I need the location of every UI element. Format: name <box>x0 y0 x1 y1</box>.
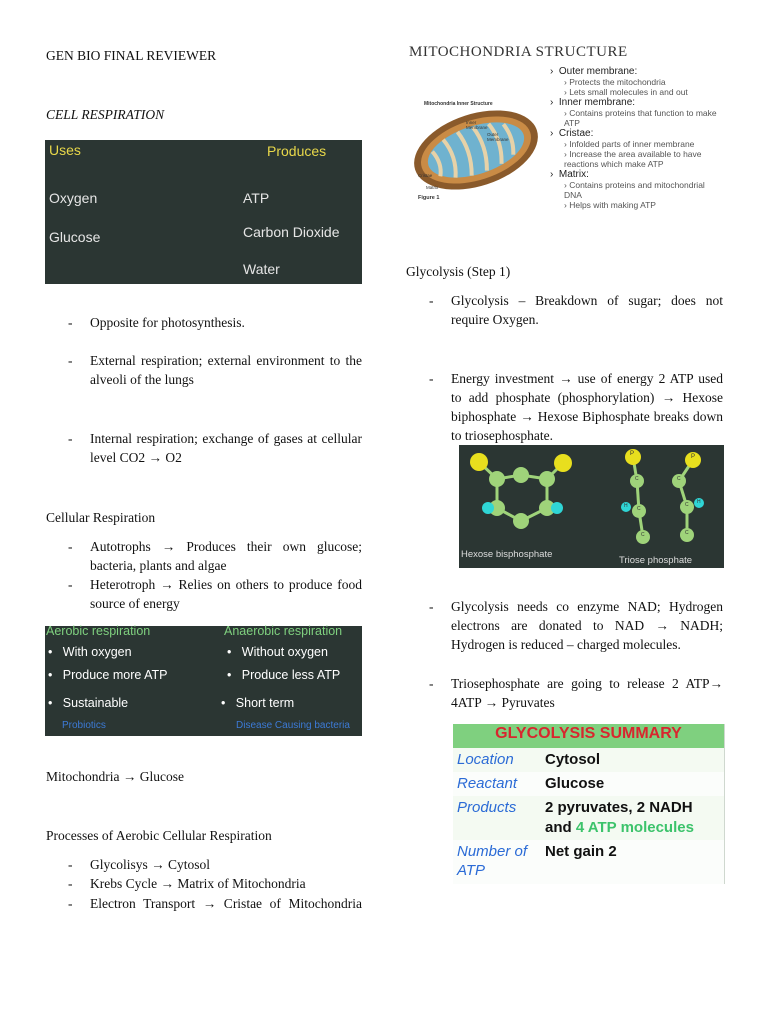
molecules-board <box>459 445 724 568</box>
mito-part: › Outer membrane: <box>550 66 638 77</box>
summary-key: Location <box>457 751 514 768</box>
produces-item: Carbon Dioxide <box>243 224 340 240</box>
uses-produces-board <box>45 140 362 284</box>
figure-caption: Figure 1 <box>418 195 440 201</box>
mitochondria-glucose-line: Mitochondria → Glucose <box>46 769 184 784</box>
triose-label: Triose phosphate <box>619 555 693 566</box>
produces-item: Water <box>243 261 280 277</box>
processes-heading: Processes of Aerobic Cellular Respiration <box>46 828 272 843</box>
atom-label: H <box>697 499 701 505</box>
anaerobic-example: Disease Causing bacteria <box>236 720 350 731</box>
atom-label: C <box>635 476 639 482</box>
summary-key: Products <box>457 799 517 816</box>
anaerobic-item: • Without oxygen <box>227 645 328 659</box>
aerobic-item: • With oxygen <box>48 645 132 659</box>
aerobic-item: • Produce more ATP <box>48 668 168 682</box>
aerobic-anaerobic-board <box>45 626 362 736</box>
anaerobic-item: • Short term <box>221 696 295 710</box>
summary-title: GLYCOLYSIS SUMMARY <box>495 725 682 742</box>
figure-label: Cristae <box>418 173 433 178</box>
uses-item: Glucose <box>49 229 101 245</box>
summary-value: Net gain 2 <box>545 843 617 860</box>
atom-label: C <box>685 530 689 536</box>
figure-label: Inner Membrane <box>466 120 488 130</box>
mitochondrion-illustration <box>406 98 546 208</box>
mito-title: MITOCHONDRIA STRUCTURE <box>409 44 628 60</box>
mito-part: › Cristae: <box>550 128 594 139</box>
atom-label: P <box>630 451 635 457</box>
figure-label: Outer Membrane <box>487 132 509 142</box>
glycolysis-summary-table <box>453 724 725 884</box>
summary-value: 2 pyruvates, 2 NADH <box>545 799 693 816</box>
summary-key: Reactant <box>457 775 518 792</box>
aerobic-item: • Sustainable <box>48 696 129 710</box>
aerobic-header: Aerobic respiration <box>46 624 151 638</box>
uses-item: Oxygen <box>49 190 98 206</box>
summary-value: Glucose <box>545 775 605 792</box>
anaerobic-header: Anaerobic respiration <box>224 624 343 638</box>
atom-label: C <box>685 502 689 508</box>
uses-header: Uses <box>49 142 81 158</box>
atom-label: P <box>691 454 696 460</box>
anaerobic-item: • Produce less ATP <box>227 668 341 682</box>
glycolysis-heading: Glycolysis (Step 1) <box>406 264 511 279</box>
mitochondria-structure-figure: MITOCHONDRIA STRUCTURE Mitochondria Inner Structure Inner Membrane Outer Membrane Cristae Matrix Figure 1 › Outer membrane: › Protects the mitochondria › Lets small molecules in and out › Inner membrane: › Contains proteins that function to make ATP › Cristae: › Infolded parts of inner membrane › Increase the area available to have reactions which make ATP › Matrix: › Contains proteins and mitochondrial DNA › Helps with making ATP <box>404 40 724 234</box>
aerobic-example: Probiotics <box>62 720 106 731</box>
summary-value: Cytosol <box>545 751 601 768</box>
figure-label: Matrix <box>426 185 439 190</box>
produces-item: ATP <box>243 190 270 206</box>
produces-header: Produces <box>267 143 327 159</box>
figure-title: Mitochondria Inner Structure <box>424 101 493 107</box>
atom-label: C <box>677 476 681 482</box>
summary-value-line2: and 4 ATP molecules <box>545 819 694 836</box>
summary-key: Number of ATP <box>457 843 528 879</box>
mito-part: › Matrix: <box>550 169 589 180</box>
mito-part: › Inner membrane: <box>550 97 636 108</box>
atom-label: H <box>624 503 628 509</box>
section-heading: CELL RESPIRATION <box>46 107 165 122</box>
page-title: GEN BIO FINAL REVIEWER <box>46 48 217 63</box>
hexose-label: Hexose bisphosphate <box>461 549 553 560</box>
atom-label: C <box>637 506 641 512</box>
atom-label: C <box>641 532 645 538</box>
cellular-respiration-heading: Cellular Respiration <box>46 510 156 525</box>
